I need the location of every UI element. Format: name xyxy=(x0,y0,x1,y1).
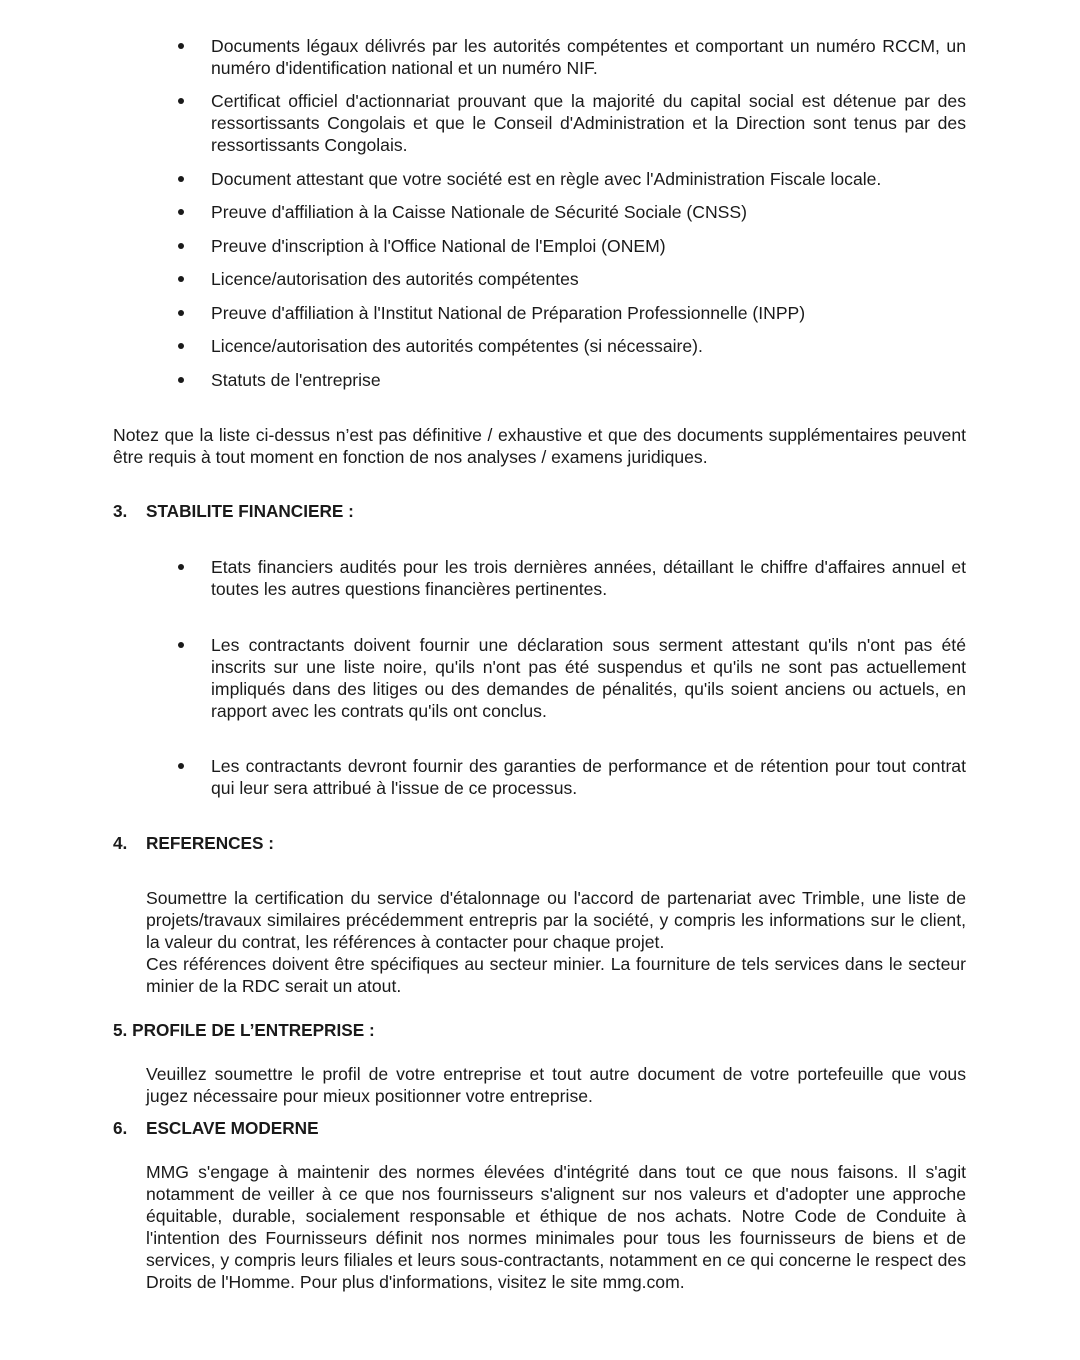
company-profile-paragraph: Veuillez soumettre le profil de votre entreprise et tout autre document de votre portefeuille que vous jugez nécessaire pour mieux positionner votre entreprise. xyxy=(146,1064,966,1106)
section-number: 6. xyxy=(113,1118,128,1138)
bullet-icon xyxy=(178,763,184,769)
section-number: 3. xyxy=(113,501,128,521)
bullet-icon xyxy=(178,343,184,349)
bullet-icon xyxy=(178,377,184,383)
list-item xyxy=(178,302,966,324)
section-heading xyxy=(113,1117,319,1139)
bullet-icon xyxy=(178,310,184,316)
list-item xyxy=(178,335,966,357)
list-item-text: Les contractants devront fournir des garanties de performance et de rétention pour tout contrat qui leur sera attribué à l'issue de ce processus. xyxy=(211,756,966,798)
list-item-text: Preuve d'affiliation à l'Institut National de Préparation Professionnelle (INPP) xyxy=(211,302,806,323)
list-item-text: Document attestant que votre société est en règle avec l'Administration Fiscale locale. xyxy=(211,169,882,189)
list-item xyxy=(178,755,966,799)
section-title: REFERENCES : xyxy=(146,833,274,853)
list-item-text: Preuve d'inscription à l'Office National de l'Emploi (ONEM) xyxy=(211,235,666,256)
list-item-text: Licence/autorisation des autorités compétentes (si nécessaire). xyxy=(211,336,703,356)
section-heading xyxy=(113,500,354,522)
section-title: STABILITE FINANCIERE : xyxy=(146,501,354,521)
bullet-icon xyxy=(178,209,184,215)
bullet-icon xyxy=(178,43,184,49)
references-paragraph: Soumettre la certification du service d'étalonnage ou l'accord de partenariat avec Trimble, une liste de projets/travaux similaires précédemment entrepris par la société, y compris les informations sur le client, la valeur du contrat, les références à contacter pour chaque projet. xyxy=(146,888,966,952)
financial-stability-list xyxy=(178,556,966,799)
section-number: 4. xyxy=(113,833,128,853)
section-title: ESCLAVE MODERNE xyxy=(146,1118,319,1138)
list-item xyxy=(178,235,966,257)
list-item-text: Documents légaux délivrés par les autorités compétentes et comportant un numéro RCCM, un numéro d'identification national et un numéro NIF. xyxy=(211,36,966,78)
list-item xyxy=(178,556,966,600)
bullet-icon xyxy=(178,564,184,570)
list-item xyxy=(178,35,966,79)
bullet-icon xyxy=(178,243,184,249)
list-item-text: Preuve d'affiliation à la Caisse Nationale de Sécurité Sociale (CNSS) xyxy=(211,202,748,222)
list-item-text: Licence/autorisation des autorités compétentes xyxy=(211,269,579,289)
list-item-text: Etats financiers audités pour les trois dernières années, détaillant le chiffre d'affaires annuel et toutes les autres questions financières pertinentes. xyxy=(211,557,966,599)
note-paragraph: Notez que la liste ci-dessus n’est pas définitive / exhaustive et que des documents supplémentaires peuvent être requis à tout moment en fonction de nos analyses / examens juridiques. xyxy=(113,425,966,467)
list-item xyxy=(178,168,966,190)
legal-documents-list xyxy=(178,35,966,391)
list-item-text: Certificat officiel d'actionnariat prouvant que la majorité du capital social est détenue par des ressortissants Congolais et que le Conseil d'Administration et la Direction sont tenus par des ressortissants Congolais. xyxy=(211,91,966,155)
list-item-text: Statuts de l'entreprise xyxy=(211,369,381,390)
list-item xyxy=(178,201,966,223)
references-paragraph-2: Ces références doivent être spécifiques au secteur minier. La fourniture de tels services dans le secteur minier de la RDC serait un atout. xyxy=(146,954,966,996)
bullet-icon xyxy=(178,276,184,282)
list-item xyxy=(178,634,966,722)
list-item xyxy=(178,369,966,391)
modern-slavery-paragraph: MMG s'engage à maintenir des normes élevées d'intégrité dans tout ce que nous faisons. Il s'agit notamment de veiller à ce que nos fournisseurs s'alignent sur nos valeurs et d'adopter une approche équitable, durable, socialement responsable et éthique de nos achats. Notre Code de Conduite à l'intention des Fournisseurs définit nos normes minimales pour tous les fournisseurs de biens et de services, y compris leurs filiales et leurs sous-contractants, notamment en ce qui concerne le respect des Droits de l'Homme. Pour plus d'informations, visitez le site mmg.com. xyxy=(146,1162,966,1292)
list-item xyxy=(178,90,966,156)
bullet-icon xyxy=(178,176,184,182)
list-item xyxy=(178,268,966,290)
section-heading: 5. PROFILE DE L’ENTREPRISE : xyxy=(113,1020,375,1040)
bullet-icon xyxy=(178,98,184,104)
list-item-text: Les contractants doivent fournir une déclaration sous serment attestant qu'ils n'ont pas été inscrits sur une liste noire, qu'ils n'ont pas été suspendus et qu'ils ne sont pas actuellement impliqués dans des litiges ou des demandes de pénalités, qu'ils soient anciens ou actuels, en rapport avec les contrats qu'ils ont conclus. xyxy=(211,635,966,721)
bullet-icon xyxy=(178,642,184,648)
section-heading xyxy=(113,832,274,854)
